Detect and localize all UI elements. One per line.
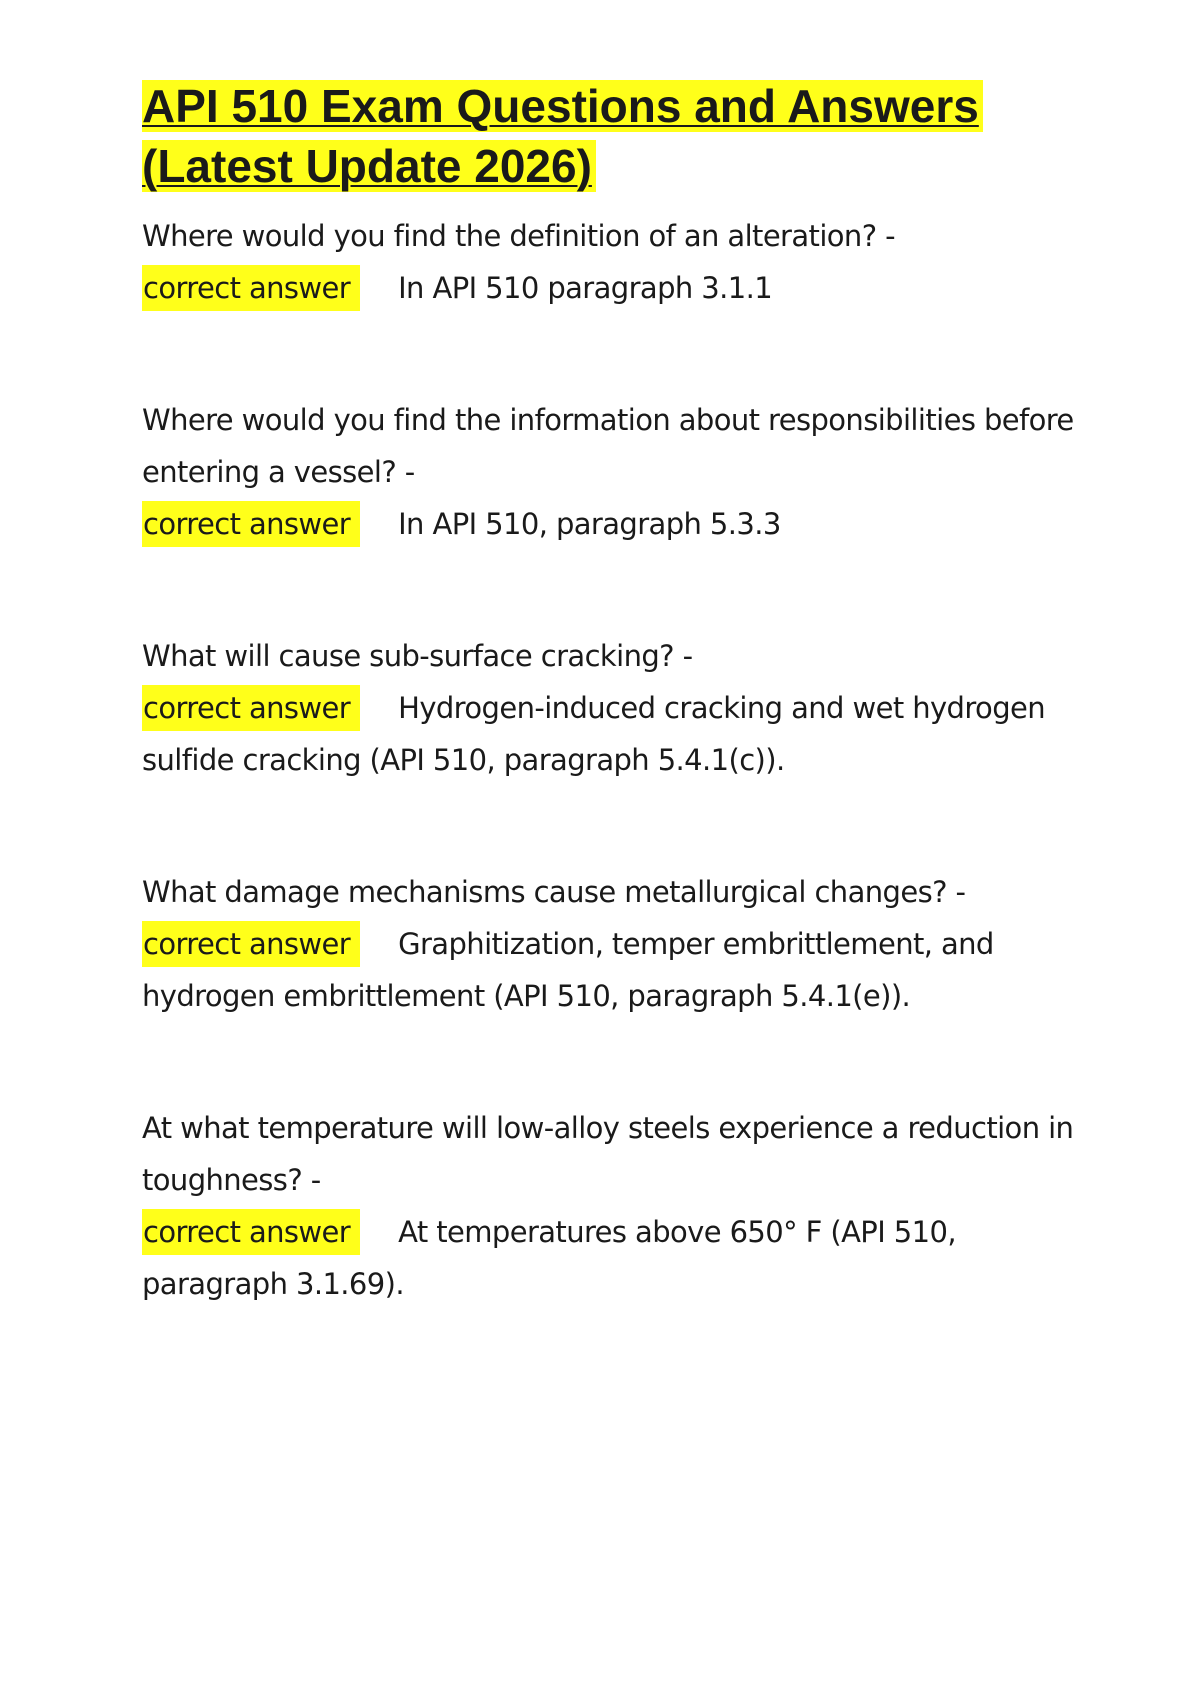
- answer-label: correct answer: [142, 685, 360, 731]
- qa-item-4: [142, 866, 1082, 1022]
- question-text: What will cause sub-surface cracking? -: [142, 639, 693, 673]
- answer-text: At temperatures above 650° F (API 510, paragraph 3.1.69).: [142, 1215, 956, 1301]
- answer-line: [142, 1206, 1082, 1310]
- question-text: What damage mechanisms cause metallurgical changes? -: [142, 875, 966, 909]
- question-text: Where would you find the information about responsibilities before entering a vessel? -: [142, 403, 1074, 489]
- qa-item-1: [142, 210, 1082, 314]
- question-text: Where would you find the definition of an alteration? -: [142, 219, 895, 253]
- document-title: [142, 76, 1082, 196]
- answer-line: [142, 498, 1082, 550]
- answer-label: correct answer: [142, 501, 360, 547]
- answer-text: Hydrogen-induced cracking and wet hydrogen sulfide cracking (API 510, paragraph 5.4.1(c)).: [142, 691, 1046, 777]
- answer-line: [142, 262, 1082, 314]
- qa-item-5: [142, 1102, 1082, 1310]
- answer-line: [142, 682, 1082, 786]
- answer-text: In API 510, paragraph 5.3.3: [398, 507, 781, 541]
- document-title-text: API 510 Exam Questions and Answers (Latest Update 2026): [142, 80, 983, 192]
- answer-text: Graphitization, temper embrittlement, and hydrogen embrittlement (API 510, paragraph 5.4.1(e)).: [142, 927, 994, 1013]
- document-page: [142, 76, 1082, 1390]
- answer-label: correct answer: [142, 921, 360, 967]
- answer-label: correct answer: [142, 1209, 360, 1255]
- answer-text: In API 510 paragraph 3.1.1: [398, 271, 773, 305]
- qa-item-3: [142, 630, 1082, 786]
- answer-label: correct answer: [142, 265, 360, 311]
- question-text: At what temperature will low-alloy steels experience a reduction in toughness? -: [142, 1111, 1074, 1197]
- answer-line: [142, 918, 1082, 1022]
- qa-list: [142, 210, 1082, 1310]
- qa-item-2: [142, 394, 1082, 550]
